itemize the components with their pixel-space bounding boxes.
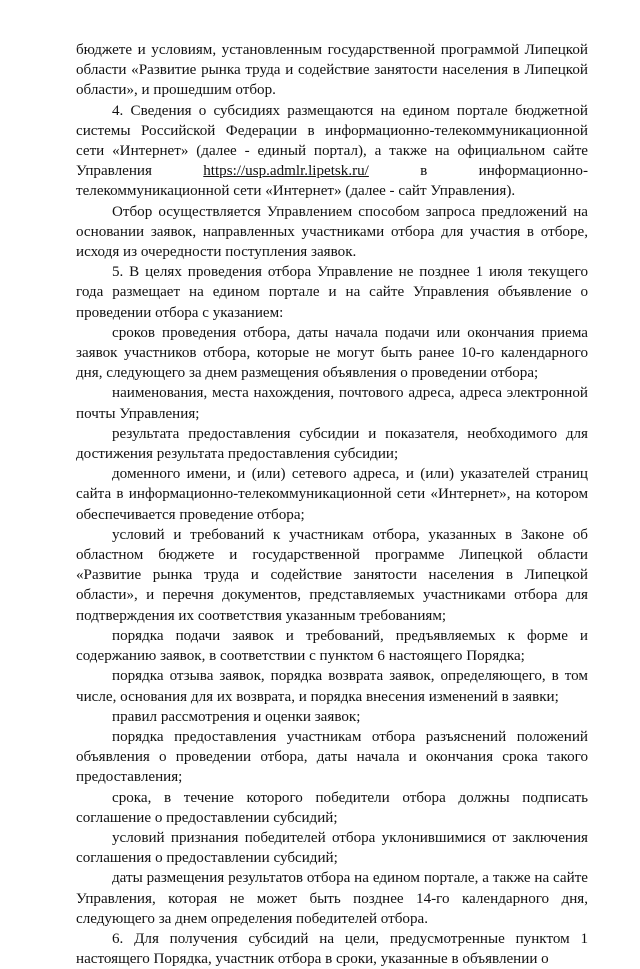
paragraph-item-6: 6. Для получения субсидий на цели, предусмотренные пунктом 1 настоящего Порядка, участник отбора в сроки, указанные в объявлении о [76,930,588,968]
list-item-clarifications: порядка предоставления участникам отбора разъяснений положений объявления о проведении отбора, даты начала и окончания срока такого предоставления; [76,728,588,786]
list-item-result: результата предоставления субсидии и показателя, необходимого для достижения результата предоставления субсидии; [76,425,588,463]
paragraph-continuation: бюджете и условиям, установленным государственной программой Липецкой области «Развитие рынка труда и содействие занятости населения в Липецкой области», и прошедшим отбор. [76,42,588,99]
list-item-results-date: даты размещения результатов отбора на едином портале, а также на сайте Управления, которая не может быть позднее 14-го календарного дня, следующего за днем определения победителей отбора. [76,870,588,927]
paragraph-selection-method: Отбор осуществляется Управлением способом запроса предложений на основании заявок, направленных участниками отбора для участия в отборе, исходя из очередности поступления заявок. [76,203,588,261]
list-item-withdrawal: порядка отзыва заявок, порядка возврата заявок, определяющего, в том числе, основания для их возврата, и порядка внесения изменений в заявки; [76,668,588,705]
list-item-submission: порядка подачи заявок и требований, предъявляемых к форме и содержанию заявок, в соответствии с пунктом 6 настоящего Порядка; [76,627,588,665]
list-item-contacts: наименования, места нахождения, почтового адреса, адреса электронной почты Управления; [76,385,588,422]
list-item-deadlines: сроков проведения отбора, даты начала подачи или окончания приема заявок участников отбора, которые не могут быть ранее 10-го календарного дня, следующего за днем размещения объявления о проведении отбора; [76,324,588,382]
list-item-evasion: условий признания победителей отбора уклонившимися от заключения соглашения о предоставлении субсидий; [76,829,588,867]
paragraph-item-4-text-after: в информационно-телекоммуникационной сети «Интернет» (далее - сайт Управления). [76,163,588,200]
list-item-conditions: условий и требований к участникам отбора, указанных в Законе об областном бюджете и государственной программе Липецкой области «Развитие рынка труда и содействие занятости населения в Липецкой области», и перечня документов, представляемых участниками отбора для подтверждения их соответствия указанным требованиям; [76,526,588,624]
list-item-signing-term: срока, в течение которого победители отбора должны подписать соглашение о предоставлении субсидий; [76,789,588,826]
list-item-domain: доменного имени, и (или) сетевого адреса, и (или) указателей страниц сайта в информационно-телекоммуникационной сети «Интернет», на котором обеспечивается проведение отбора; [76,466,588,523]
list-item-review-rules: правил рассмотрения и оценки заявок; [112,708,361,725]
paragraph-item-4 [76,101,588,202]
paragraph-item-4-text-before: 4. Сведения о субсидиях размещаются на едином портале бюджетной системы Российской Федерации в информационно-телекоммуникационной сети «Интернет» (далее - единый портал), а также на официальном сайте Управления [76,102,588,180]
paragraph-item-5: 5. В целях проведения отбора Управление не позднее 1 июля текущего года размещает на едином портале и на сайте Управления объявление о проведении отбора с указанием: [76,264,588,321]
usp-website-link[interactable]: https://usp.admlr.lipetsk.ru/ [203,163,369,180]
